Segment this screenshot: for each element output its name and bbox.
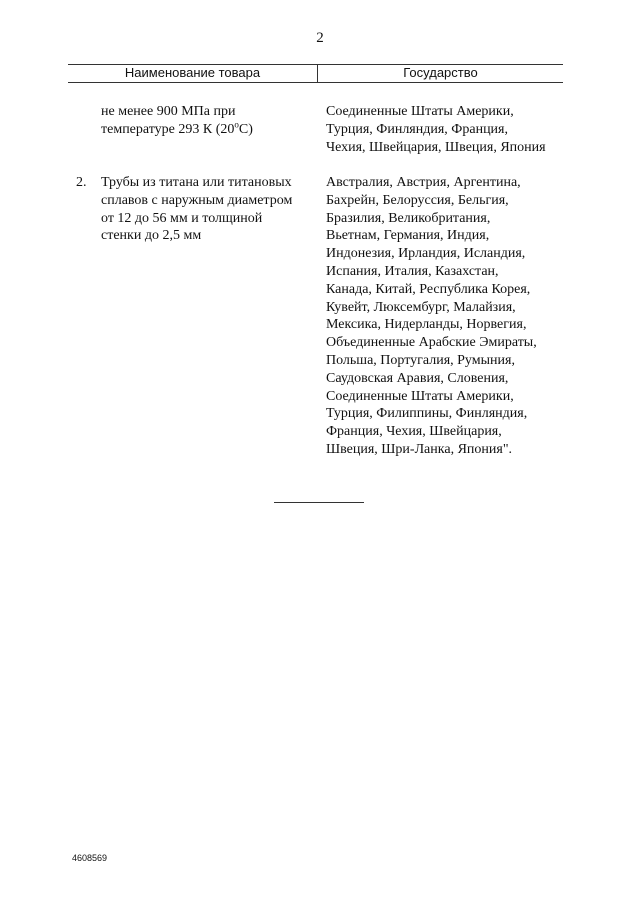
row1-product-line2-pre: температуре 293 К (20	[101, 121, 235, 137]
header-product-name: Наименование товара	[124, 65, 261, 80]
row2-product-line: сплавов с наружным диаметром	[101, 192, 293, 208]
end-of-document-rule	[274, 502, 364, 503]
country-line: Мексика, Нидерланды, Норвегия,	[326, 317, 527, 333]
header-country: Государство	[403, 65, 478, 80]
country-line: Турция, Филиппины, Финляндия,	[326, 406, 528, 422]
country-line: Австралия, Австрия, Аргентина,	[326, 175, 521, 190]
country-line: Бахрейн, Белоруссия, Бельгия,	[326, 192, 509, 208]
country-line: Соединенные Штаты Америки,	[326, 388, 514, 404]
row2-product-line: Трубы из титана или титановых	[101, 175, 292, 190]
table-header-bottom-rule	[68, 82, 563, 83]
country-line: Швеция, Шри-Ланка, Япония".	[326, 441, 513, 457]
row2-product-line: стенки до 2,5 мм	[101, 228, 202, 244]
country-line: Франция, Чехия, Швейцария,	[326, 424, 502, 440]
row1-countries	[326, 103, 546, 156]
country-line: Польша, Португалия, Румыния,	[326, 352, 515, 368]
row2-countries	[326, 174, 537, 459]
country-line: Бразилия, Великобритания,	[326, 210, 491, 226]
country-line: Вьетнам, Германия, Индия,	[326, 228, 490, 244]
degree-superscript: о	[234, 119, 239, 130]
country-line: Турция, Финляндия, Франция,	[326, 121, 508, 137]
country-line: Кувейт, Люксембург, Малайзия,	[326, 299, 516, 315]
page-number: 2	[316, 30, 324, 46]
country-line: Саудовская Аравия, Словения,	[326, 370, 509, 386]
country-line: Чехия, Швейцария, Швеция, Япония	[326, 139, 546, 155]
row1-product-line	[101, 121, 253, 139]
country-line: Канада, Китай, Республика Корея,	[326, 281, 531, 297]
row2-number: 2.	[76, 175, 87, 190]
row1-product	[101, 103, 253, 139]
country-line: Объединенные Арабские Эмираты,	[326, 335, 537, 351]
row1-product-line2-post: С)	[238, 121, 253, 137]
country-line: Испания, Италия, Казахстан,	[326, 263, 499, 279]
document-code: 4608569	[72, 853, 108, 863]
country-line: Индонезия, Ирландия, Исландия,	[326, 246, 526, 262]
row1-product-line: не менее 900 МПа при	[101, 104, 236, 119]
row2-product-line: от 12 до 56 мм и толщиной	[101, 210, 263, 226]
row2-product	[101, 174, 292, 245]
country-line: Соединенные Штаты Америки,	[326, 104, 514, 119]
